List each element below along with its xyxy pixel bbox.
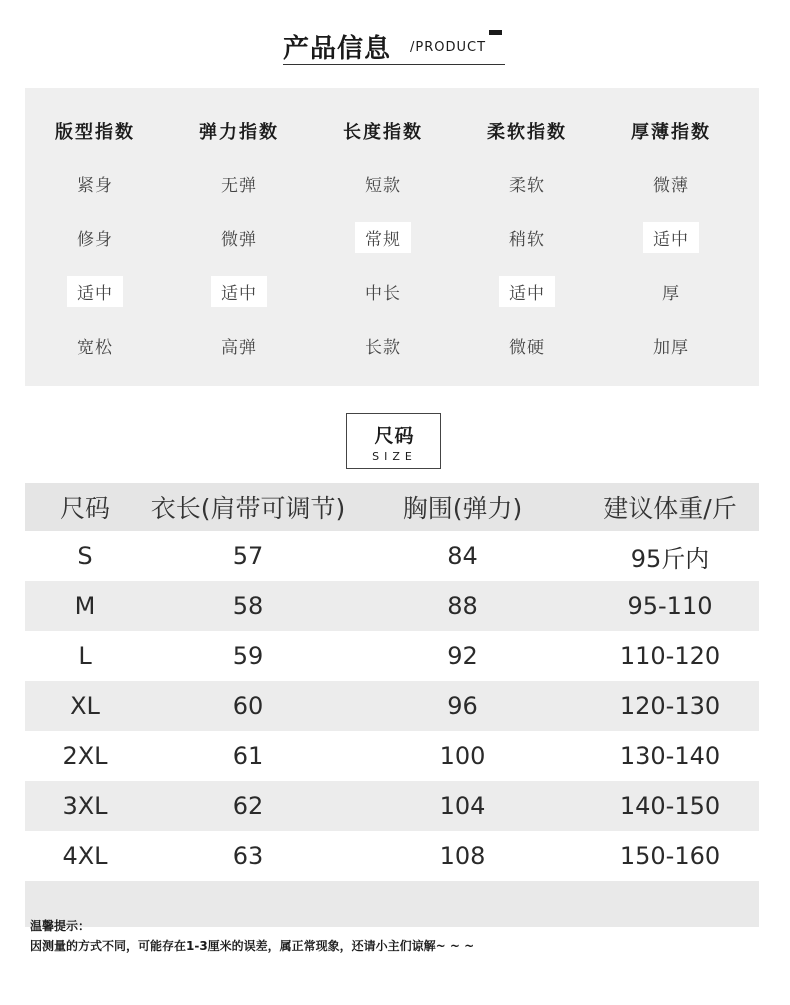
cell-size: XL — [70, 692, 100, 720]
index-heading: 弹力指数 — [199, 122, 279, 143]
product-info-header — [0, 26, 790, 70]
index-option — [25, 168, 165, 199]
index-option — [457, 330, 597, 361]
title-mark-decoration — [489, 30, 502, 35]
cell-length: 58 — [232, 592, 264, 620]
index-option-label: 微薄 — [653, 176, 689, 196]
index-option-label: 修身 — [77, 230, 113, 250]
size-tag — [346, 413, 441, 469]
index-option-label: 厚 — [662, 284, 680, 304]
index-option-selected — [169, 276, 309, 307]
cell-size: S — [77, 542, 93, 570]
index-option — [25, 222, 165, 253]
size-tag-en: SIZE — [372, 450, 417, 463]
index-option-label: 加厚 — [653, 338, 689, 358]
cell-bust: 104 — [439, 792, 486, 820]
cell-length: 63 — [232, 842, 264, 870]
index-option-label: 适中 — [643, 222, 699, 253]
header-bust: 胸围(弹力) — [402, 494, 523, 523]
cell-weight: 95斤内 — [630, 544, 710, 573]
cell-weight: 95-110 — [627, 592, 713, 620]
index-option-label: 短款 — [365, 176, 401, 196]
index-option-label: 常规 — [355, 222, 411, 253]
index-option — [169, 222, 309, 253]
cell-bust: 96 — [447, 692, 478, 720]
cell-bust: 100 — [439, 742, 486, 770]
index-option-label: 柔软 — [509, 176, 545, 196]
index-option-label: 中长 — [365, 284, 401, 304]
index-heading: 厚薄指数 — [631, 122, 711, 143]
index-option-label: 适中 — [499, 276, 555, 307]
index-column — [25, 88, 165, 386]
size-tag-cn: 尺码 — [374, 425, 415, 447]
cell-length: 57 — [232, 542, 264, 570]
index-option-label: 宽松 — [77, 338, 113, 358]
table-row — [25, 631, 759, 681]
size-table — [25, 483, 759, 927]
index-option-selected — [313, 222, 453, 253]
index-option — [457, 168, 597, 199]
index-option — [601, 330, 741, 361]
index-option-label: 微硬 — [509, 338, 545, 358]
header-length: 衣长(肩带可调节) — [150, 494, 346, 523]
index-option-label: 长款 — [365, 338, 401, 358]
index-option-selected — [25, 276, 165, 307]
index-option-label: 高弹 — [221, 338, 257, 358]
index-option — [25, 330, 165, 361]
index-option — [313, 276, 453, 307]
index-option-label: 适中 — [211, 276, 267, 307]
index-option — [169, 168, 309, 199]
index-column — [457, 88, 597, 386]
cell-weight: 120-130 — [619, 692, 721, 720]
cell-size: 2XL — [62, 742, 108, 770]
index-heading: 长度指数 — [343, 122, 423, 143]
table-row — [25, 531, 759, 581]
index-option — [601, 168, 741, 199]
index-heading: 柔软指数 — [487, 122, 567, 143]
title-block — [283, 26, 505, 66]
size-table-header — [25, 483, 759, 531]
cell-size: 3XL — [62, 792, 108, 820]
header-weight: 建议体重/斤 — [603, 494, 737, 523]
cell-size: 4XL — [62, 842, 108, 870]
index-column — [601, 88, 741, 386]
cell-weight: 140-150 — [619, 792, 721, 820]
title-underline — [283, 64, 505, 65]
product-index-panel — [25, 88, 759, 386]
cell-weight: 130-140 — [619, 742, 721, 770]
index-option-label: 适中 — [67, 276, 123, 307]
index-option-label: 微弹 — [221, 230, 257, 250]
cell-length: 59 — [232, 642, 264, 670]
cell-bust: 88 — [447, 592, 478, 620]
index-option — [313, 330, 453, 361]
cell-length: 60 — [232, 692, 264, 720]
cell-size: L — [78, 642, 92, 670]
index-option — [601, 276, 741, 307]
index-column — [169, 88, 309, 386]
table-row — [25, 681, 759, 731]
index-option-label: 无弹 — [221, 176, 257, 196]
index-option-label: 紧身 — [77, 176, 113, 196]
tip-note — [30, 917, 770, 955]
index-heading: 版型指数 — [55, 122, 135, 143]
cell-weight: 110-120 — [619, 642, 721, 670]
index-option — [457, 222, 597, 253]
page-title: 产品信息 — [283, 34, 392, 64]
header-size: 尺码 — [59, 494, 110, 523]
index-option-selected — [601, 222, 741, 253]
table-row — [25, 831, 759, 881]
tip-title: 温馨提示： — [30, 919, 91, 933]
cell-weight: 150-160 — [619, 842, 721, 870]
index-option — [169, 330, 309, 361]
table-row — [25, 781, 759, 831]
tip-body: 因测量的方式不同，可能存在1-3厘米的误差，属正常现象，还请小主们谅解~ ~ ~ — [30, 939, 475, 953]
cell-size: M — [74, 592, 96, 620]
cell-bust: 92 — [447, 642, 478, 670]
index-option — [313, 168, 453, 199]
table-row — [25, 581, 759, 631]
cell-bust: 108 — [439, 842, 486, 870]
cell-length: 62 — [232, 792, 264, 820]
index-column — [313, 88, 453, 386]
index-option-label: 稍软 — [509, 230, 545, 250]
index-option-selected — [457, 276, 597, 307]
cell-length: 61 — [232, 742, 264, 770]
cell-bust: 84 — [447, 542, 478, 570]
table-row — [25, 731, 759, 781]
page-subtitle: /PRODUCT — [410, 40, 487, 55]
